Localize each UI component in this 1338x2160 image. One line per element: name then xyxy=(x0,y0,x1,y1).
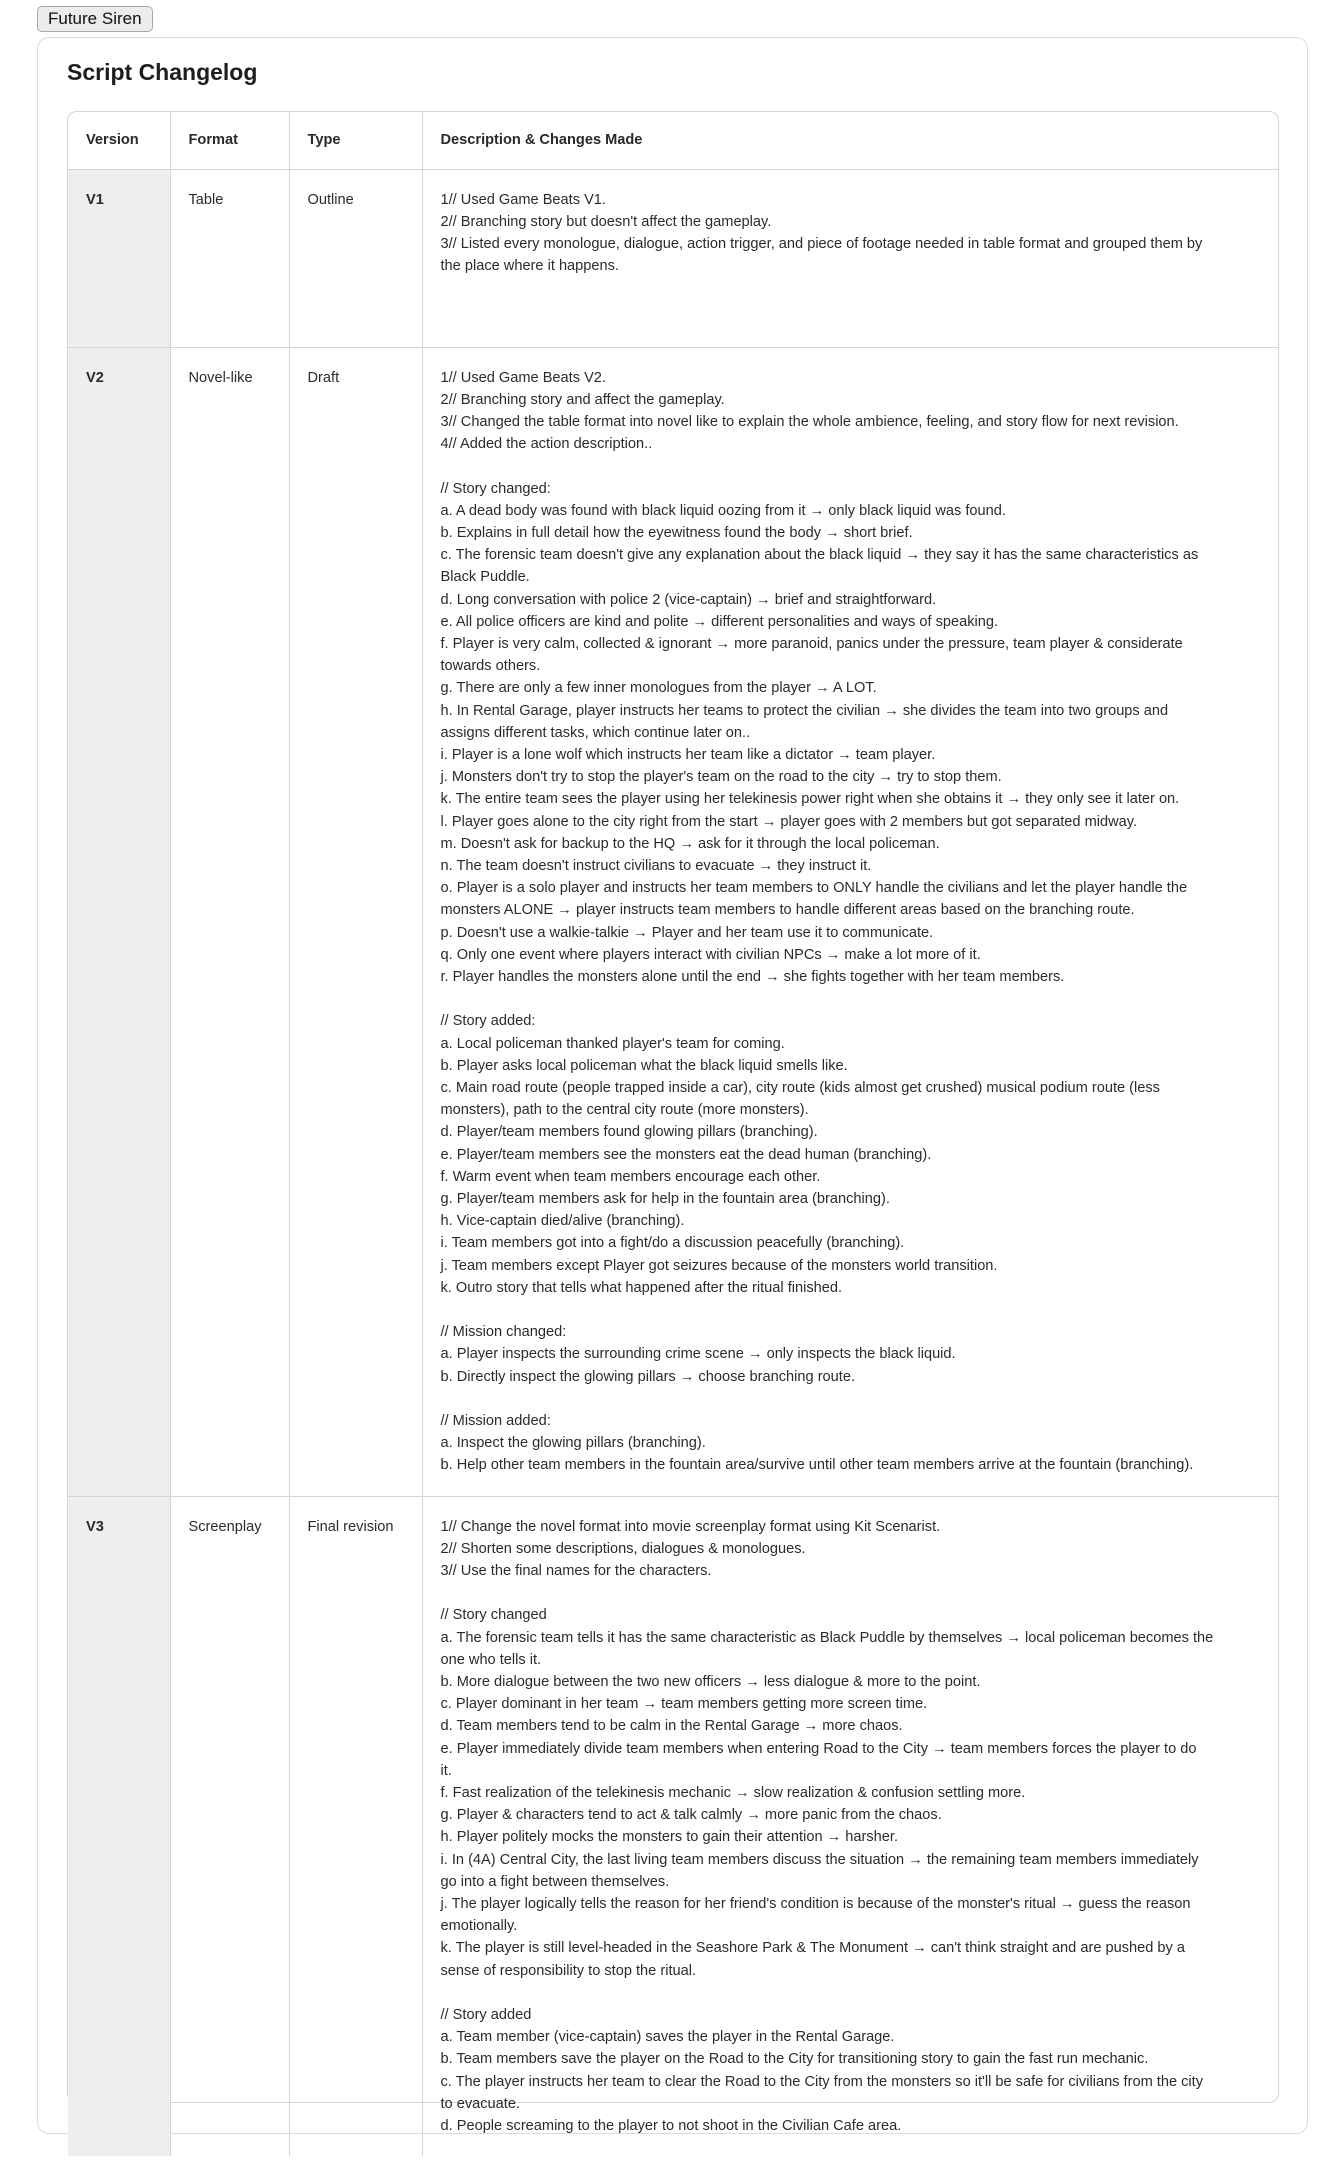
description-line: // Mission added: xyxy=(440,1412,551,1429)
type-cell: Draft xyxy=(289,347,422,1496)
page-title: Script Changelog xyxy=(67,59,258,85)
description-line: c. Main road route (people trapped inside a car), city route (kids almost get crushed) musical podium route (less xyxy=(440,1079,1160,1096)
description-line: j. The player logically tells the reason for her friend's condition is because of the monster's ritual → guess the reason xyxy=(440,1896,1191,1913)
description-cell xyxy=(422,347,1278,1496)
type-cell: Final revision xyxy=(289,1496,422,2156)
description-line: towards others. xyxy=(440,658,541,675)
version-cell: V3 xyxy=(68,1496,170,2156)
description-line: b. More dialogue between the two new officers → less dialogue & more to the point. xyxy=(440,1674,981,1690)
description-line: Black Puddle. xyxy=(440,569,530,586)
changelog-table-wrapper xyxy=(67,111,1279,2135)
description-line: f. Warm event when team members encourage each other. xyxy=(440,1168,821,1185)
description-line: e. All police officers are kind and polite → different personalities and ways of speaking. xyxy=(440,613,999,630)
description-line: f. Fast realization of the telekinesis mechanic → slow realization & confusion settling more. xyxy=(440,1785,1026,1802)
description-line: n. The team doesn't instruct civilians to evacuate → they instruct it. xyxy=(440,857,872,874)
description-line xyxy=(441,1582,1261,1604)
description-line: // Story changed xyxy=(440,1607,547,1624)
format-cell: Table xyxy=(170,169,289,347)
table-row xyxy=(68,1496,1278,2156)
description-line: assigns different tasks, which continue later on.. xyxy=(440,724,751,741)
description-line: d. Team members tend to be calm in the Rental Garage → more chaos. xyxy=(440,1718,903,1735)
description-line: // Story changed: xyxy=(440,480,551,497)
description-line xyxy=(441,455,1261,477)
description-line: h. Player politely mocks the monsters to gain their attention → harsher. xyxy=(440,1829,898,1846)
description-line: i. Team members got into a fight/do a discussion peacefully (branching). xyxy=(440,1235,905,1252)
changelog-card xyxy=(37,37,1308,2134)
format-cell: Screenplay xyxy=(170,1496,289,2156)
table-row xyxy=(68,347,1278,1496)
description-line: e. Player/team members see the monsters eat the dead human (branching). xyxy=(440,1146,932,1163)
description-line: b. Player asks local policeman what the black liquid smells like. xyxy=(440,1057,848,1074)
description-line: d. People screaming to the player to not shoot in the Civilian Cafe area. xyxy=(440,2118,902,2135)
description-line: sense of responsibility to stop the ritual. xyxy=(440,1962,697,1979)
description-line: 3// Use the final names for the characters. xyxy=(440,1563,712,1579)
description-line: r. Player handles the monsters alone until the end → she fights together with her team members. xyxy=(440,968,1065,985)
description-line xyxy=(441,988,1261,1010)
description-line: g. There are only a few inner monologues from the player → A LOT. xyxy=(440,680,877,697)
description-line: it. xyxy=(440,1762,452,1779)
changelog-table xyxy=(68,112,1278,2156)
description-line: // Story added: xyxy=(440,1013,536,1030)
description-line: d. Long conversation with police 2 (vice-captain) → brief and straightforward. xyxy=(440,591,937,608)
description-line: k. Outro story that tells what happened after the ritual finished. xyxy=(440,1279,843,1296)
description-line: a. The forensic team tells it has the same characteristic as Black Puddle by themselves → local policeman becomes the xyxy=(440,1629,1214,1646)
description-line: 3// Listed every monologue, dialogue, action trigger, and piece of footage needed in table format and grouped them by xyxy=(440,235,1203,252)
version-cell: V1 xyxy=(68,169,170,347)
description-line xyxy=(441,1299,1261,1321)
column-header-format: Format xyxy=(170,112,289,169)
description-line xyxy=(441,1982,1261,2004)
description-line: e. Player immediately divide team members when entering Road to the City → team members forces the player to do xyxy=(440,1740,1197,1757)
description-line: a. Inspect the glowing pillars (branching). xyxy=(440,1435,706,1452)
description-line: 2// Shorten some descriptions, dialogues & monologues. xyxy=(440,1540,806,1557)
description-line: c. Player dominant in her team → team members getting more screen time. xyxy=(440,1696,928,1713)
description-line: emotionally. xyxy=(440,1918,518,1935)
description-line: go into a fight between themselves. xyxy=(440,1873,670,1890)
description-line: // Mission changed: xyxy=(440,1324,567,1341)
description-line: j. Monsters don't try to stop the player's team on the road to the city → try to stop them. xyxy=(440,769,1002,786)
description-line: one who tells it. xyxy=(440,1651,542,1668)
version-cell: V2 xyxy=(68,347,170,1496)
description-line: 1// Used Game Beats V1. xyxy=(440,191,606,208)
description-line: a. Local policeman thanked player's team for coming. xyxy=(440,1035,785,1052)
description-line: c. The player instructs her team to clear the Road to the City from the monsters so it'll be safe for civilians from the city xyxy=(440,2073,1204,2090)
description-line: g. Player/team members ask for help in the fountain area (branching). xyxy=(440,1190,890,1207)
description-line: monsters), path to the central city route (more monsters). xyxy=(440,1102,809,1119)
description-line: k. The player is still level-headed in the Seashore Park & The Monument → can't think straight and are pushed by a xyxy=(440,1940,1186,1957)
table-body xyxy=(68,169,1278,2156)
project-tag: Future Siren xyxy=(37,6,153,32)
description-line: g. Player & characters tend to act & talk calmly → more panic from the chaos. xyxy=(440,1807,942,1824)
type-cell: Outline xyxy=(289,169,422,347)
description-line: b. Team members save the player on the Road to the City for transitioning story to gain the fast run mechanic. xyxy=(440,2051,1149,2068)
description-line: to evacuate. xyxy=(440,2095,521,2112)
description-line: i. In (4A) Central City, the last living team members discuss the situation → the remaining team members immediately xyxy=(440,1851,1199,1868)
description-line: h. Vice-captain died/alive (branching). xyxy=(440,1213,685,1230)
description-line: c. The forensic team doesn't give any explanation about the black liquid → they say it has the same characteristics as xyxy=(440,547,1199,564)
description-line: 2// Branching story but doesn't affect the gameplay. xyxy=(440,213,772,230)
description-line xyxy=(441,1388,1261,1410)
description-line: 3// Changed the table format into novel like to explain the whole ambience, feeling, and story flow for next revision. xyxy=(440,413,1179,430)
description-line: a. Team member (vice-captain) saves the player in the Rental Garage. xyxy=(440,2029,895,2046)
table-header-row xyxy=(68,112,1278,169)
description-line: b. Directly inspect the glowing pillars → choose branching route. xyxy=(440,1368,856,1385)
description-line: k. The entire team sees the player using her telekinesis power right when she obtains it → they only see it later on. xyxy=(440,791,1180,808)
description-cell xyxy=(422,1496,1278,2156)
description-line: monsters ALONE → player instructs team members to handle different areas based on the branching route. xyxy=(440,902,1135,919)
description-line: m. Doesn't ask for backup to the HQ → ask for it through the local policeman. xyxy=(440,835,940,852)
description-line: p. Doesn't use a walkie-talkie → Player and her team use it to communicate. xyxy=(440,924,934,941)
description-line: j. Team members except Player got seizures because of the monsters world transition. xyxy=(440,1257,998,1274)
description-line: b. Explains in full detail how the eyewitness found the body → short brief. xyxy=(440,524,913,541)
description-cell xyxy=(422,169,1278,347)
description-line: a. Player inspects the surrounding crime scene → only inspects the black liquid. xyxy=(440,1346,956,1363)
description-line: 2// Branching story and affect the gameplay. xyxy=(440,391,725,408)
column-header-version: Version xyxy=(68,112,170,169)
description-line: q. Only one event where players interact with civilian NPCs → make a lot more of it. xyxy=(440,946,981,963)
description-line: h. In Rental Garage, player instructs her teams to protect the civilian → she divides the team into two groups and xyxy=(440,702,1169,719)
description-line: f. Player is very calm, collected & ignorant → more paranoid, panics under the pressure, team player & considerate xyxy=(440,635,1183,652)
description-line: 1// Change the novel format into movie screenplay format using Kit Scenarist. xyxy=(440,1518,941,1535)
table-row xyxy=(68,169,1278,347)
description-line: a. A dead body was found with black liquid oozing from it → only black liquid was found. xyxy=(440,502,1006,519)
description-line: o. Player is a solo player and instructs her team members to ONLY handle the civilians and let the player handle the xyxy=(440,880,1188,897)
description-line: l. Player goes alone to the city right from the start → player goes with 2 members but got separated midway. xyxy=(440,813,1138,830)
description-line: the place where it happens. xyxy=(440,258,619,275)
description-line: 4// Added the action description.. xyxy=(440,436,653,453)
description-line: i. Player is a lone wolf which instructs her team like a dictator → team player. xyxy=(440,746,936,763)
description-line: 1// Used Game Beats V2. xyxy=(440,369,606,386)
column-header-type: Type xyxy=(289,112,422,169)
format-cell: Novel-like xyxy=(170,347,289,1496)
description-line: d. Player/team members found glowing pillars (branching). xyxy=(440,1124,818,1141)
description-line: b. Help other team members in the fountain area/survive until other team members arrive at the fountain (branching). xyxy=(440,1457,1194,1474)
description-line: // Story added xyxy=(440,2007,532,2024)
column-header-description: Description & Changes Made xyxy=(422,112,1278,169)
